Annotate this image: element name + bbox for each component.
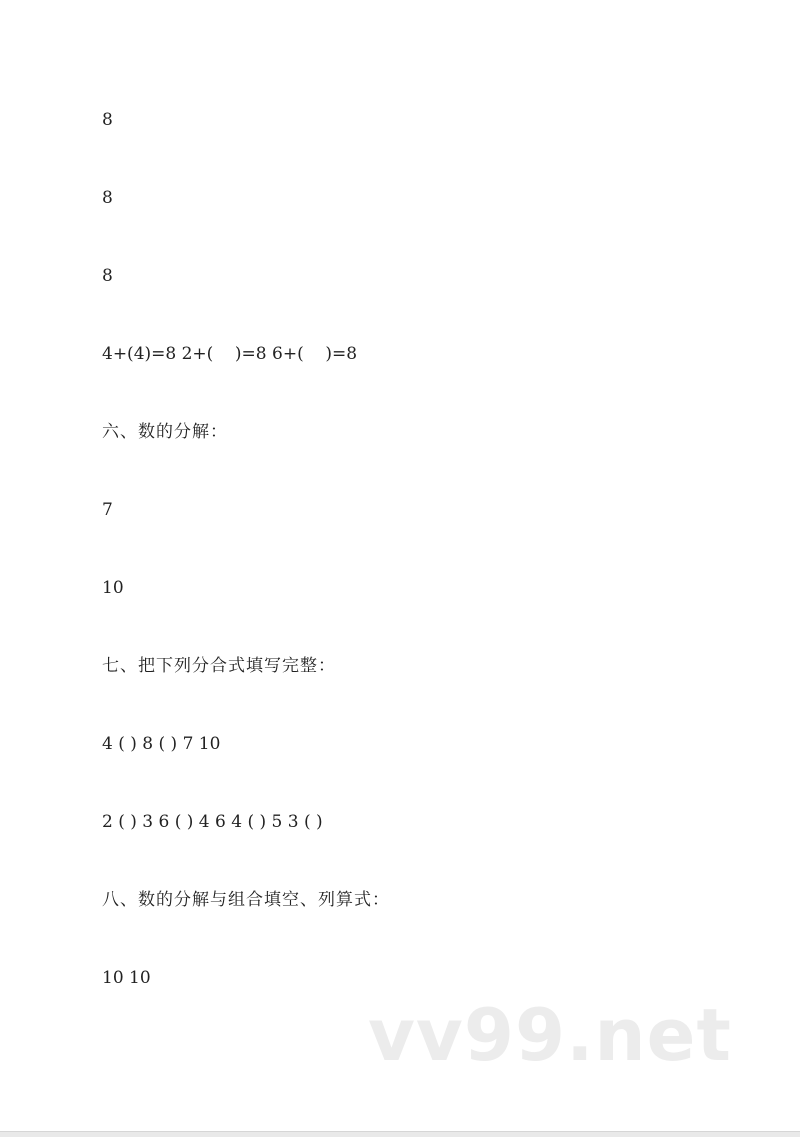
- section-heading-8: 八、数的分解与组合填空、列算式：: [102, 890, 390, 910]
- section-heading-7: 七、把下列分合式填写完整：: [102, 656, 336, 676]
- combination-line: 10 10: [102, 968, 151, 988]
- section-heading-6: 六、数的分解：: [102, 422, 228, 442]
- fill-in-line-1: 4 ( ) 8 ( ) 7 10: [102, 734, 221, 754]
- number-line-2: 8: [102, 188, 113, 208]
- fill-in-line-2: 2 ( ) 3 6 ( ) 4 6 4 ( ) 5 3 ( ): [102, 812, 323, 832]
- number-line-1: 8: [102, 110, 113, 130]
- number-line-3: 8: [102, 266, 113, 286]
- decomposition-number-10: 10: [102, 578, 124, 598]
- equation-line: 4+(4)=8 2+( )=8 6+( )=8: [102, 344, 358, 364]
- decomposition-number-7: 7: [102, 500, 113, 520]
- watermark: vv99.net: [368, 993, 732, 1077]
